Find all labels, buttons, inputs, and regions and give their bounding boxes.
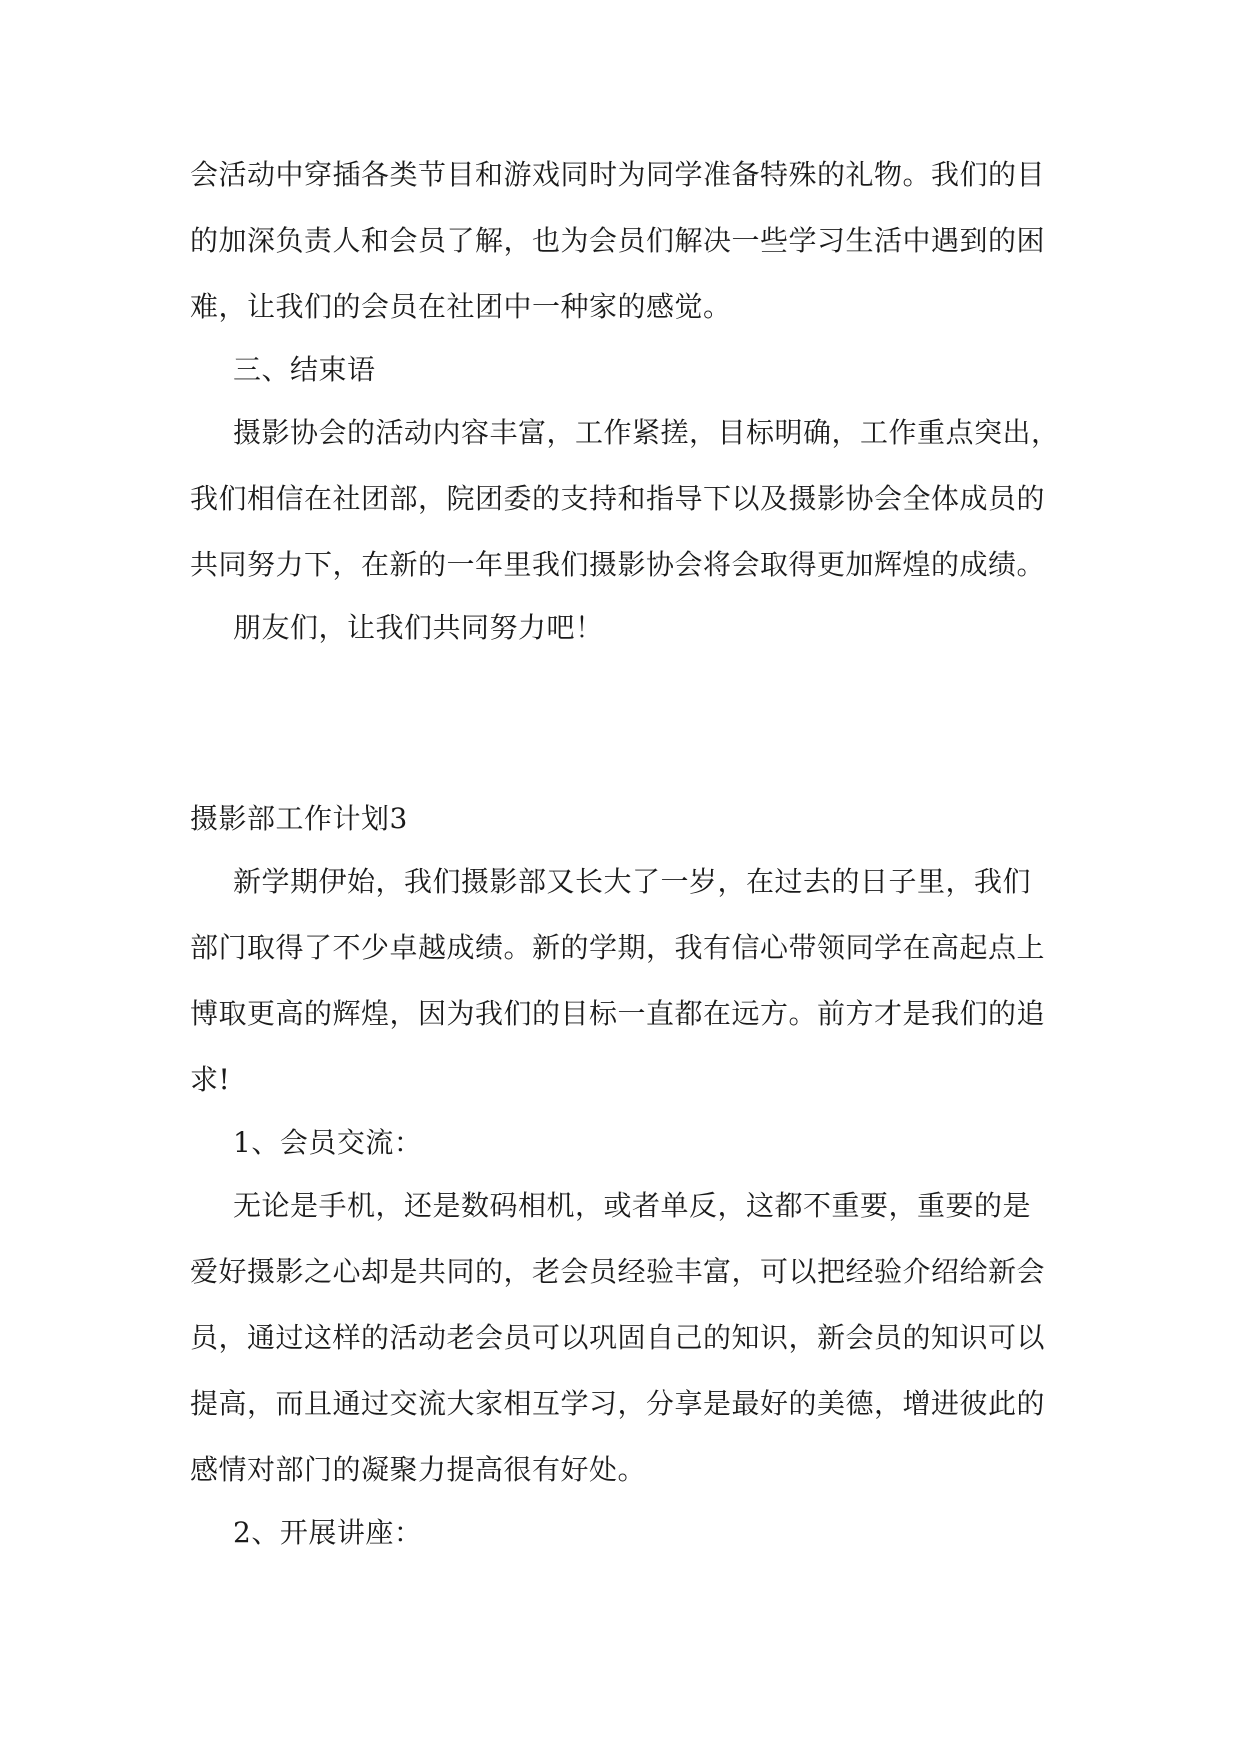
text-line: 三、结束语 — [233, 353, 376, 386]
paragraph — [190, 415, 1070, 583]
text-line: 共同努力下，在新的一年里我们摄影协会将会取得更加辉煌的成绩。 — [190, 548, 1046, 581]
text-line: 的加深负责人和会员了解，也为会员们解决一些学习生活中遇到的困 — [190, 224, 1046, 257]
paragraph — [190, 1188, 1070, 1488]
text-line: 博取更高的辉煌，因为我们的目标一直都在远方。前方才是我们的追 — [190, 997, 1046, 1030]
numbered-heading — [190, 1125, 1070, 1161]
text-line: 摄影部工作计划3 — [190, 802, 408, 835]
text-line: 难，让我们的会员在社团中一种家的感觉。 — [190, 290, 732, 323]
text-line: 新学期伊始，我们摄影部又长大了一岁，在过去的日子里，我们 — [233, 865, 1032, 898]
text-line: 1、会员交流： — [233, 1126, 423, 1159]
section-heading — [190, 352, 1070, 388]
paragraph — [190, 157, 1070, 325]
text-line: 朋友们，让我们共同努力吧！ — [233, 611, 604, 644]
paragraph — [190, 864, 1070, 1098]
text-line: 求! — [190, 1063, 231, 1096]
text-line: 部门取得了不少卓越成绩。新的学期，我有信心带领同学在高起点上 — [190, 931, 1046, 964]
text-line: 提高，而且通过交流大家相互学习，分享是最好的美德，增进彼此的 — [190, 1387, 1046, 1420]
document-page — [190, 157, 1070, 1551]
paragraph — [190, 610, 1070, 646]
text-line: 无论是手机，还是数码相机，或者单反，这都不重要，重要的是 — [233, 1189, 1032, 1222]
text-line: 摄影协会的活动内容丰富，工作紧搓，目标明确，工作重点突出， — [233, 416, 1060, 449]
text-line: 员，通过这样的活动老会员可以巩固自己的知识，新会员的知识可以 — [190, 1321, 1046, 1354]
text-line: 感情对部门的凝聚力提高很有好处。 — [190, 1453, 647, 1486]
text-line: 爱好摄影之心却是共同的，老会员经验丰富，可以把经验介绍给新会 — [190, 1255, 1046, 1288]
document-title — [190, 801, 1070, 837]
numbered-heading — [190, 1515, 1070, 1551]
text-line: 会活动中穿插各类节目和游戏同时为同学准备特殊的礼物。我们的目 — [190, 158, 1046, 191]
text-line: 2、开展讲座： — [233, 1516, 423, 1549]
text-line: 我们相信在社团部，院团委的支持和指导下以及摄影协会全体成员的 — [190, 482, 1046, 515]
